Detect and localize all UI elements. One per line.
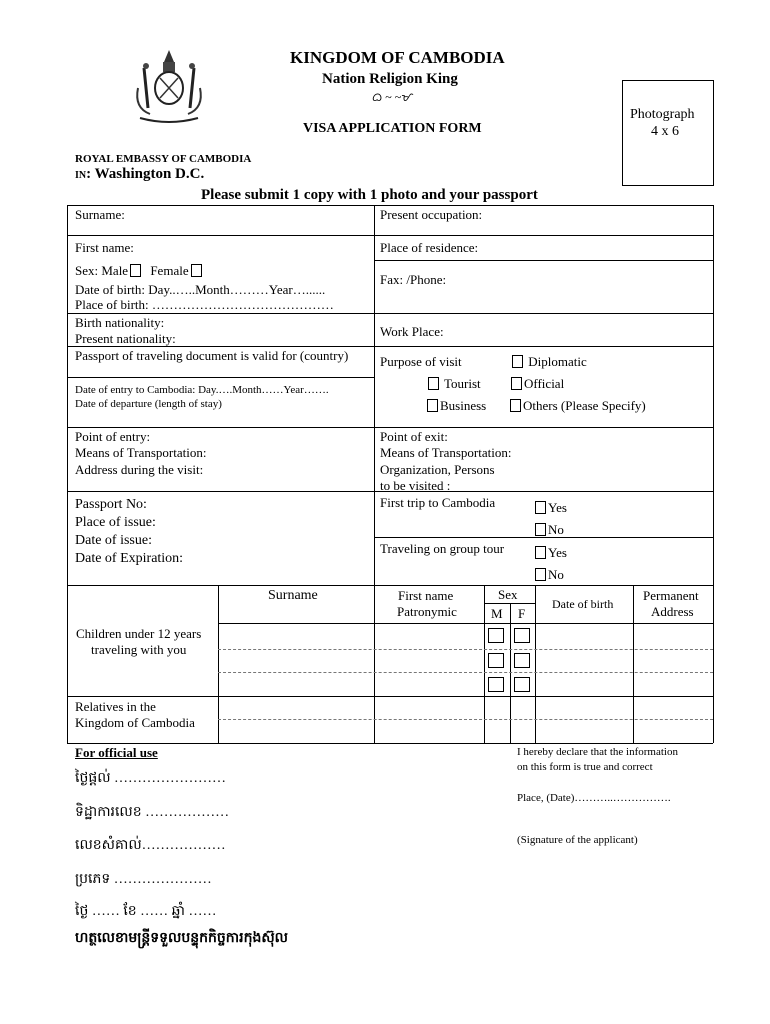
organization-field[interactable]: Organization, Persons (380, 462, 495, 477)
location-line (75, 166, 204, 183)
col-m: M (491, 606, 503, 621)
photo-size: 4 x 6 (651, 124, 679, 139)
relatives-label: Relatives in the (75, 699, 156, 714)
col-surname: Surname (268, 588, 318, 603)
means-transport-entry-field[interactable]: Means of Transportation: (75, 445, 207, 460)
surname-field[interactable]: Surname: (75, 207, 125, 222)
business-label: Business (440, 398, 487, 413)
business-checkbox[interactable] (427, 399, 438, 412)
business-option[interactable] (425, 398, 486, 413)
child-2-male-checkbox[interactable] (488, 653, 504, 668)
first-trip-yes-checkbox[interactable] (535, 501, 546, 514)
fax-phone-field[interactable]: Fax: /Phone: (380, 272, 447, 287)
birth-nationality-field[interactable]: Birth nationality: (75, 315, 165, 330)
date-of-issue-field[interactable]: Date of issue: (75, 533, 152, 548)
children-label: Children under 12 years (76, 626, 202, 641)
yes-label: Yes (548, 500, 567, 515)
sex-female-label: Female (150, 263, 189, 278)
place-of-birth-field[interactable]: Place of birth: …………………………………… (75, 297, 334, 312)
address-during-visit-field[interactable]: Address during the visit: (75, 462, 204, 477)
official-signature: ហត្ថលេខាមន្ត្រីទទួលបន្ទុកកិច្ចការកុងស៊ុល (75, 931, 289, 946)
date-of-entry-field[interactable]: Date of entry to Cambodia: Day.….Month……Year……. (75, 384, 329, 396)
form-title: VISA APPLICATION FORM (303, 121, 482, 136)
official-use-heading: For official use (75, 745, 158, 760)
group-tour-label: Traveling on group tour (380, 541, 505, 556)
signature-field[interactable]: (Signature of the applicant) (517, 834, 638, 846)
child-3-male-checkbox[interactable] (488, 677, 504, 692)
group-tour-yes-checkbox[interactable] (535, 546, 546, 559)
point-of-entry-field[interactable]: Point of entry: (75, 429, 151, 444)
tourist-option[interactable] (426, 376, 481, 391)
col-permanent: Permanent (643, 588, 699, 603)
place-date-field[interactable]: Place, (Date)………..……………. (517, 792, 671, 804)
ornament: ᜊ ~ ~ᜋ (372, 90, 414, 104)
country-title: KINGDOM OF CAMBODIA (290, 48, 505, 67)
relatives-label-2: Kingdom of Cambodia (75, 715, 195, 730)
passport-no-field[interactable]: Passport No: (75, 497, 147, 512)
child-3-female-checkbox[interactable] (514, 677, 530, 692)
means-transport-exit-field[interactable]: Means of Transportation: (380, 445, 512, 460)
child-1-male-checkbox[interactable] (488, 628, 504, 643)
diplomatic-checkbox[interactable] (512, 355, 523, 368)
passport-valid-field[interactable]: Passport of traveling document is valid for (country) (75, 348, 349, 363)
official-checkbox[interactable] (511, 377, 522, 390)
sex-male-label: Sex: Male (75, 263, 129, 278)
photo-box[interactable] (622, 80, 714, 186)
first-name-field[interactable]: First name: (75, 240, 134, 255)
col-f: F (518, 606, 526, 621)
place-of-residence-field[interactable]: Place of residence: (380, 240, 479, 255)
col-dob: Date of birth (552, 597, 614, 611)
official-option[interactable] (509, 376, 564, 391)
others-label: Others (Please Specify) (523, 398, 646, 413)
diplomatic-label: Diplomatic (528, 354, 587, 369)
diplomatic-option[interactable] (510, 354, 587, 369)
first-trip-yes[interactable] (533, 500, 567, 515)
present-occupation-field[interactable]: Present occupation: (380, 207, 483, 222)
motto: Nation Religion King (322, 71, 458, 87)
group-tour-yes[interactable] (533, 545, 567, 560)
others-checkbox[interactable] (510, 399, 521, 412)
point-of-exit-field[interactable]: Point of exit: (380, 429, 448, 444)
official-visa-number: ទិដ្ឋាការលេខ ……………… (75, 805, 230, 820)
male-checkbox[interactable] (130, 264, 141, 277)
first-trip-label: First trip to Cambodia (380, 495, 496, 510)
work-place-field[interactable]: Work Place: (380, 324, 444, 339)
others-option[interactable] (508, 398, 646, 413)
child-1-female-checkbox[interactable] (514, 628, 530, 643)
instruction: Please submit 1 copy with 1 photo and your passport (201, 187, 538, 203)
yes-label: Yes (548, 545, 567, 560)
col-address: Address (651, 604, 694, 619)
official-date: ថ្ងៃ …… ខែ …… ឆ្នាំ …… (75, 904, 217, 919)
first-trip-no[interactable] (533, 522, 564, 537)
date-of-birth-field[interactable]: Date of birth: Day..…..Month………Year…...... (75, 282, 326, 297)
date-of-departure-field[interactable]: Date of departure (length of stay) (75, 398, 222, 410)
royal-emblem (130, 48, 208, 126)
col-patronymic: Patronymic (397, 604, 457, 619)
place-of-issue-field[interactable]: Place of issue: (75, 515, 156, 530)
col-sex: Sex (498, 587, 518, 602)
group-tour-no[interactable] (533, 567, 564, 582)
organization-label-2: to be visited : (380, 478, 451, 493)
child-2-female-checkbox[interactable] (514, 653, 530, 668)
photo-label: Photograph (630, 107, 695, 122)
location: : Washington D.C. (86, 166, 205, 182)
sex-row (75, 263, 204, 278)
official-date-issued: ថ្ងៃផ្តល់ …………………… (75, 771, 227, 786)
purpose-of-visit-label: Purpose of visit (380, 354, 462, 369)
children-label-2: traveling with you (91, 642, 187, 657)
official-reference: លេខសំគាល់……………… (75, 838, 226, 853)
declaration-line-2: on this form is true and correct (517, 761, 653, 773)
tourist-checkbox[interactable] (428, 377, 439, 390)
official-label: Official (524, 376, 565, 391)
date-of-expiration-field[interactable]: Date of Expiration: (75, 551, 184, 566)
official-type: ប្រភេទ ………………… (75, 872, 212, 887)
no-label: No (548, 522, 564, 537)
no-label: No (548, 567, 564, 582)
female-checkbox[interactable] (191, 264, 202, 277)
present-nationality-field[interactable]: Present nationality: (75, 331, 176, 346)
col-first-name: First name (398, 588, 454, 603)
group-tour-no-checkbox[interactable] (535, 568, 546, 581)
tourist-label: Tourist (444, 376, 481, 391)
in-label: IN (75, 170, 87, 181)
first-trip-no-checkbox[interactable] (535, 523, 546, 536)
embassy-label: ROYAL EMBASSY OF CAMBODIA (75, 153, 252, 165)
declaration-line-1: I hereby declare that the information (517, 746, 678, 758)
